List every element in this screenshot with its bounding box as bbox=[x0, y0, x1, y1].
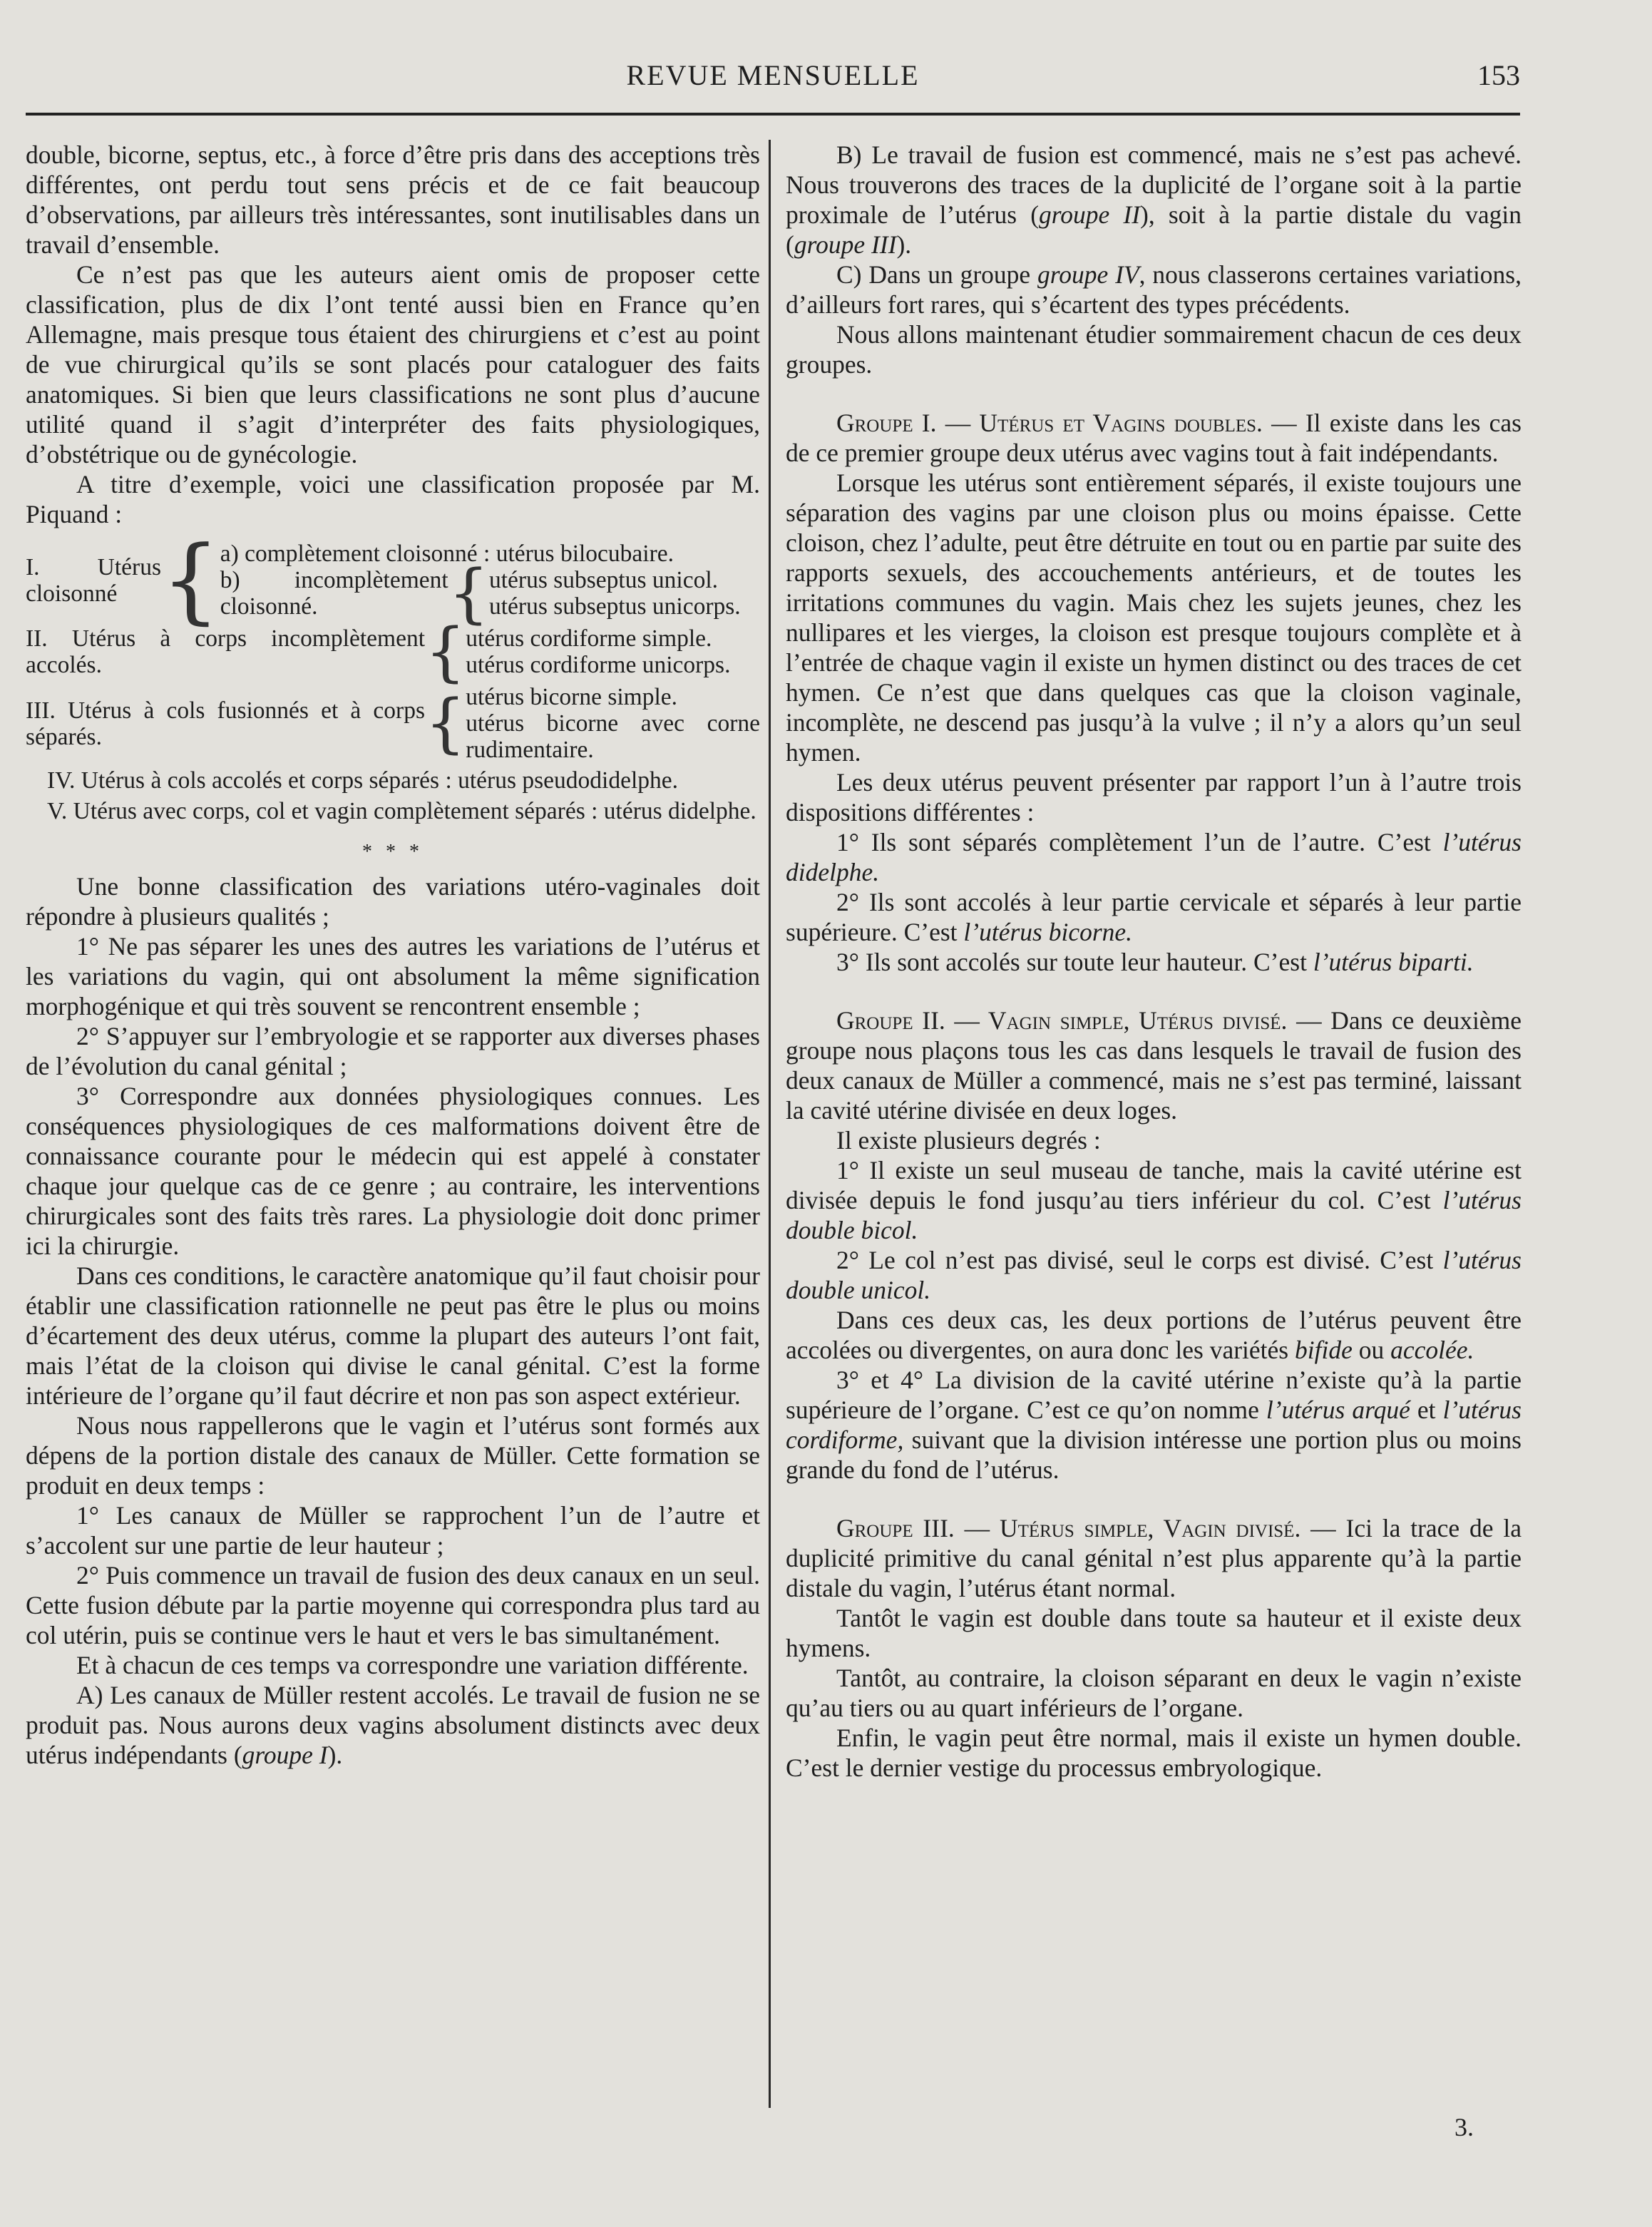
paragraph: A) Les canaux de Müller restent accolés. Le travail de fusion ne se produit pas. Nous aurons deux vagins absolument distincts avec deux utérus indépendants (groupe I). bbox=[26, 1681, 760, 1769]
paragraph: Dans ces deux cas, les deux portions de l’utérus peuvent être accolées ou divergentes, on aura donc les variétés bifide ou accolée. bbox=[786, 1306, 1522, 1364]
paragraph: Groupe II. — Vagin simple, Utérus divisé. — Dans ce deuxième groupe nous plaçons tous les cas dans lesquels le travail de fusion des deux canaux de Müller a commencé, mais ne s’est pas terminé, laissant la cavité utérine divisée en deux loges. bbox=[786, 1006, 1522, 1125]
paragraph: Lorsque les utérus sont entièrement séparés, il existe toujours une séparation des vagins par une cloison plus ou moins épaisse. Cette cloison, chez l’adulte, peut être détruite en tout ou en partie par suite des rapports sexuels, des accouchements antérieurs, et de toutes les irritations communes du vagin. Mais chez les sujets jeunes, chez les nullipares et les vierges, la cloison est presque toujours complète et à l’entrée de chaque vagin il existe un hymen distinct ou des traces de cet hymen. Ce n’est que dans quelques cas que la cloison vaginale, incomplète, ne descend pas jusqu’à la vulve ; il n’y a alors qu’un seul hymen. bbox=[786, 469, 1522, 767]
paragraph: Dans ces conditions, le caractère anatomique qu’il faut choisir pour établir une classification rationnelle ne peut pas être le plus ou moins d’écartement des deux utérus, comme la plupart des auteurs l’ont fait, mais l’état de la cloison qui divise le canal génital. C’est la forme intérieure de l’organe qu’il faut décrire et non pas son aspect extérieur. bbox=[26, 1261, 760, 1410]
cls-group-2-label: II. Utérus à corps incomplètement accolés. bbox=[26, 625, 425, 678]
list-item: 2° Le col n’est pas divisé, seul le corps est divisé. C’est l’utérus double unicol. bbox=[786, 1246, 1522, 1304]
paragraph: Une bonne classification des variations utéro-vaginales doit répondre à plusieurs qualités ; bbox=[26, 872, 760, 931]
list-item: 1° Il existe un seul museau de tanche, mais la cavité utérine est divisée depuis le fond jusqu’au tiers inférieur du col. C’est l’utérus double bicol. bbox=[786, 1156, 1522, 1244]
cls-group-1-label: I. Utérus cloisonné bbox=[26, 553, 161, 607]
column-divider bbox=[769, 140, 771, 2108]
cls-item: utérus cordiforme simple. bbox=[466, 625, 712, 652]
paragraph: 3° et 4° La division de la cavité utérine n’existe qu’à la partie supérieure de l’organe. C’est ce qu’on nomme l’utérus arqué et l’utérus cordiforme, suivant que la division intéresse une portion plus ou moins grande du fond de l’utérus. bbox=[786, 1366, 1522, 1484]
cls-group-1-a: a) complètement cloisonné : utérus bilocubaire. bbox=[220, 541, 674, 567]
list-item: 1° Ils sont séparés complètement l’un de l’autre. C’est l’utérus didelphe. bbox=[786, 828, 1522, 886]
cls-item: utérus subseptus unicol. bbox=[488, 567, 718, 593]
list-item: 3° Ils sont accolés sur toute leur hauteur. C’est l’utérus biparti. bbox=[836, 948, 1474, 976]
paragraph: Ce n’est pas que les auteurs aient omis de proposer cette classification, plus de dix l’ont tenté aussi bien en France qu’en Allemagne, mais presque tous étaient des chirurgiens et c’est au point de vue chirurgical qu’ils se sont placés pour cataloguer des faits anatomiques. Si bien que leurs classifications ne sont plus d’aucune utilité quand il s’agit d’interpréter des faits physiologiques, d’obstétrique ou de gynécologie. bbox=[26, 260, 760, 469]
paragraph: Nous allons maintenant étudier sommairement chacun de ces deux groupes. bbox=[786, 320, 1522, 379]
paragraph: Groupe III. — Utérus simple, Vagin divisé. — Ici la trace de la duplicité primitive du canal génital n’est plus apparente qu’à la partie distale du vagin, l’utérus étant normal. bbox=[786, 1514, 1522, 1602]
cls-group-1-b: b) incomplètement cloisonné. bbox=[220, 567, 448, 620]
left-column bbox=[26, 140, 760, 1770]
running-title: REVUE MENSUELLE bbox=[626, 59, 920, 91]
paragraph: Tantôt, au contraire, la cloison séparant en deux le vagin n’existe qu’au tiers ou au quart inférieurs de l’organe. bbox=[786, 1664, 1522, 1722]
brace-icon: { bbox=[448, 556, 489, 631]
classification-table bbox=[26, 526, 760, 824]
cls-group-5: V. Utérus avec corps, col et vagin complètement séparés : utérus didelphe. bbox=[47, 798, 756, 824]
list-item: 2° Ils sont accolés à leur partie cervicale et séparés à leur partie supérieure. C’est l’utérus bicorne. bbox=[786, 888, 1522, 946]
paragraph: double, bicorne, septus, etc., à force d’être pris dans des acceptions très différentes, ont perdu tout sens précis et de ce fait beaucoup d’observations, par ailleurs très intéressantes, sont inutilisables dans un travail d’ensemble. bbox=[26, 140, 760, 259]
brace-icon: { bbox=[425, 686, 466, 761]
right-column bbox=[786, 140, 1522, 1783]
section-heading: Groupe II. — Vagin simple, Utérus divisé. bbox=[836, 1006, 1288, 1035]
paragraph: Enfin, le vagin peut être normal, mais il existe un hymen double. C’est le dernier vestige du processus embryologique. bbox=[786, 1724, 1522, 1782]
cls-item: utérus bicorne simple. bbox=[466, 684, 678, 710]
paragraph: Nous nous rappellerons que le vagin et l’utérus sont formés aux dépens de la portion distale des canaux de Müller. Cette formation se produit en deux temps : bbox=[26, 1411, 760, 1500]
cls-item: utérus bicorne avec corne rudimentaire. bbox=[466, 710, 760, 763]
paragraph: B) Le travail de fusion est commencé, mais ne s’est pas achevé. Nous trouverons des traces de la duplicité de l’organe soit à la partie proximale de l’utérus (groupe II), soit à la partie distale du vagin (groupe III). bbox=[786, 140, 1522, 259]
cls-item: utérus cordiforme unicorps. bbox=[466, 652, 731, 678]
paragraph: A titre d’exemple, voici une classification proposée par M. Piquand : bbox=[26, 470, 760, 528]
cls-group-3-label: III. Utérus à cols fusionnés et à corps séparés. bbox=[26, 697, 425, 750]
paragraph: 2° S’appuyer sur l’embryologie et se rapporter aux diverses phases de l’évolution du canal génital ; bbox=[26, 1022, 760, 1080]
paragraph: Et à chacun de ces temps va correspondre une variation différente. bbox=[76, 1651, 749, 1679]
paragraph: 1° Les canaux de Müller se rapprochent l’un de l’autre et s’accolent sur une partie de leur hauteur ; bbox=[26, 1501, 760, 1560]
signature-number: 3. bbox=[1455, 2113, 1474, 2141]
section-asterisks: * * * bbox=[362, 841, 424, 863]
paragraph: 1° Ne pas séparer les unes des autres les variations de l’utérus et les variations du vagin, qui ont absolument la même signification morphogénique et qui très souvent se rencontrent ensemble ; bbox=[26, 932, 760, 1020]
paragraph: 2° Puis commence un travail de fusion des deux canaux en un seul. Cette fusion débute par la partie moyenne qui correspondra plus tard au col utérin, puis se continue vers le haut et vers le bas simultanément. bbox=[26, 1561, 760, 1649]
paragraph: 3° Correspondre aux données physiologiques connues. Les conséquences physiologiques de ces malformations doivent être de connaissance courante pour le médecin qui est appelé à constater chaque jour quelque cas de ce genre ; au contraire, les interventions chirurgicales sont des faits très rares. La physiologie doit donc primer ici la chirurgie. bbox=[26, 1082, 760, 1260]
paragraph: Groupe I. — Utérus et Vagins doubles. — Il existe dans les cas de ce premier groupe deux utérus avec vagins tout à fait indépendants. bbox=[786, 409, 1522, 467]
section-heading: Groupe I. — Utérus et Vagins doubles. bbox=[836, 409, 1263, 437]
cls-group-4: IV. Utérus à cols accolés et corps séparés : utérus pseudodidelphe. bbox=[47, 767, 679, 794]
paragraph: C) Dans un groupe groupe IV, nous classerons certaines variations, d’ailleurs fort rares, qui s’écartent des types précédents. bbox=[786, 260, 1522, 319]
paragraph: Les deux utérus peuvent présenter par rapport l’un à l’autre trois dispositions différentes : bbox=[786, 768, 1522, 826]
cls-item: utérus subseptus unicorps. bbox=[488, 593, 741, 620]
paragraph: Il existe plusieurs degrés : bbox=[836, 1126, 1101, 1155]
page-header bbox=[26, 51, 1520, 116]
brace-icon: { bbox=[161, 526, 220, 634]
section-heading: Groupe III. — Utérus simple, Vagin divisé. bbox=[836, 1514, 1301, 1542]
brace-icon: { bbox=[425, 614, 466, 690]
paragraph: Tantôt le vagin est double dans toute sa hauteur et il existe deux hymens. bbox=[786, 1604, 1522, 1662]
header-rule bbox=[26, 113, 1520, 116]
group-ref: groupe I bbox=[242, 1741, 328, 1769]
page-number: 153 bbox=[1477, 59, 1520, 91]
